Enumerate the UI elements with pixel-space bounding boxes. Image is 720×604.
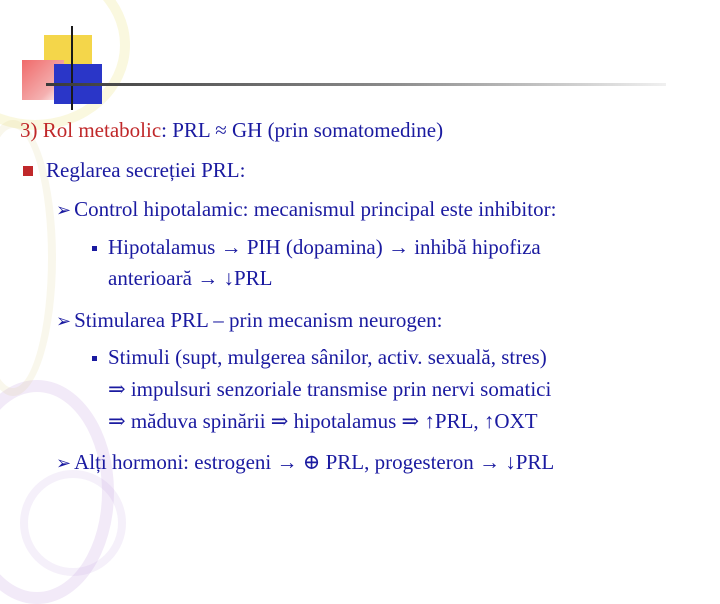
sub-bullet-1-text: Control hipotalamic: mecanismul principal este inhibitor: xyxy=(74,197,557,221)
sub-1-item-line-2: anterioară → ↓PRL xyxy=(108,266,273,290)
sub-bullet-1 xyxy=(56,196,556,224)
heading-text: : PRL ≈ GH (prin somatomedine) xyxy=(161,118,444,142)
sub-bullet-3 xyxy=(56,449,554,477)
sub-2-item-line-1: Stimuli (supt, mulgerea sânilor, activ. sexuală, stres) xyxy=(108,345,547,369)
square-bullet-icon xyxy=(23,166,33,176)
small-square-bullet-icon xyxy=(92,356,97,361)
sub-2-item-line-3: ⇒ măduva spinării ⇒ hipotalamus ⇒ ↑PRL, ↑OXT xyxy=(108,409,538,433)
heading-number: 3) Rol metabolic xyxy=(20,118,162,142)
small-square-bullet-icon xyxy=(92,246,97,251)
arrow-bullet-icon: ➢ xyxy=(56,311,72,332)
arrow-bullet-icon: ➢ xyxy=(56,200,72,221)
slide-heading xyxy=(20,117,443,143)
sub-2-item-line-2: ⇒ impulsuri senzoriale transmise prin nervi somatici xyxy=(108,377,552,401)
sub-bullet-3-text: Alți hormoni: estrogeni → ⊕ PRL, progesteron → ↓PRL xyxy=(74,450,555,474)
bullet-1-text: Reglarea secreției PRL: xyxy=(46,158,246,182)
sub-1-item-line-1: Hipotalamus → PIH (dopamina) → inhibă hipofiza xyxy=(108,235,541,259)
arrow-bullet-icon: ➢ xyxy=(56,453,72,474)
sub-bullet-2-text: Stimularea PRL – prin mecanism neurogen: xyxy=(74,308,443,332)
sub-bullet-2 xyxy=(56,307,443,335)
